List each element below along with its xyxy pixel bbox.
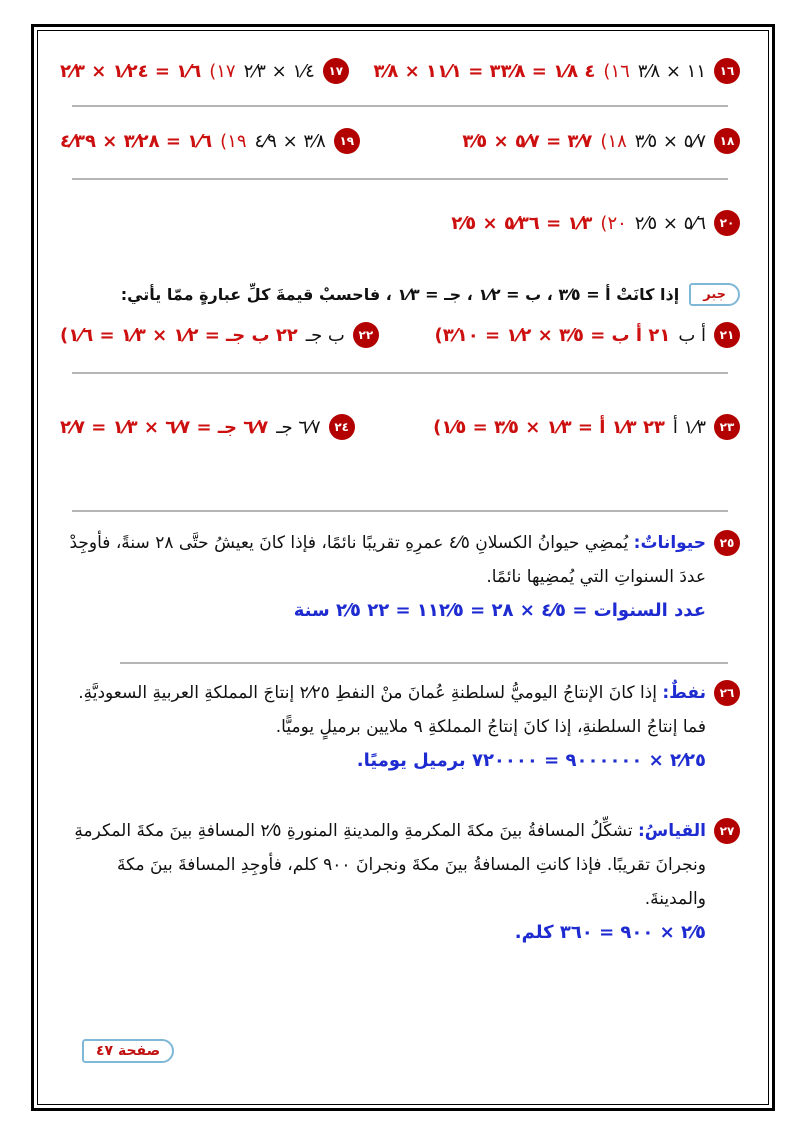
problem-body <box>60 814 706 916</box>
exercise-answer: ١⁄٦ = ١⁄٢٤ × ٢⁄٣ <box>60 60 202 82</box>
exercise-18 <box>462 128 740 154</box>
exercise-question: أ ب <box>678 324 706 346</box>
exercise-question: ٥⁄٧ × ٣⁄٥ <box>634 130 706 152</box>
word-problem-26 <box>60 676 740 778</box>
problem-answer: ٢⁄٢٥ × ٩٠٠٠٠٠٠ = ٧٢٠٠٠٠ برميل يوميًا. <box>356 750 706 771</box>
word-problem-25 <box>60 526 740 628</box>
algebra-header <box>60 283 740 306</box>
problem-keyword: حيواناتٌ: <box>633 533 706 553</box>
problem-body <box>60 676 706 744</box>
exercise-answer: ٦⁄٧ جـ = ٦⁄٧ × ١⁄٣ = ٢⁄٧ <box>60 416 269 438</box>
exercise-question: ٣⁄٨ × ٤⁄٩ <box>254 130 326 152</box>
problem-text: يُمضِي حيوانُ الكسلانِ ٤⁄٥ عمرِهِ تقريبًا نائمًا، فإذا كانَ يعيشُ حتَّى ٢٨ سنةً، فأوجِدْ عددَ السنواتِ التي يُمضِيها نائمًا. <box>69 533 706 587</box>
exercise-question: ٦⁄٧ جـ <box>276 416 321 438</box>
exercise-22 <box>60 322 379 348</box>
exercise-17 <box>60 58 349 84</box>
exercise-question: ب جـ <box>305 324 345 346</box>
exercise-label: (١٧ <box>209 60 236 82</box>
problem-keyword: نفطٌ: <box>662 683 706 703</box>
problem-body <box>60 526 706 594</box>
algebra-row-1 <box>60 322 740 348</box>
exercise-21 <box>435 322 740 348</box>
exercise-question: ١١ × ٣⁄٨ <box>637 60 706 82</box>
exercise-24 <box>60 414 355 440</box>
exercise-label: (١٩ <box>220 130 247 152</box>
exercise-answer: ٣⁄٧ = ٥⁄٧ × ٣⁄٥ <box>462 130 593 152</box>
exercise-number-badge: ١٧ <box>323 58 349 84</box>
divider <box>72 510 728 512</box>
exercise-label: (٢٠ <box>600 212 627 234</box>
exercise-answer: (٢١ أ ب = ٣⁄٥ × ١⁄٢ = ٣⁄١٠ <box>434 324 671 346</box>
algebra-instruction: إذا كانَتْ أ = ٣⁄٥ ، ب = ١⁄٢ ، جـ = ١⁄٣ ، فاحسبْ قيمةَ كلِّ عبارةٍ ممّا يأتي: <box>120 285 680 304</box>
exercise-question: ١⁄٣ أ <box>672 416 706 438</box>
exercise-number-badge: ٢٢ <box>353 322 379 348</box>
divider <box>120 662 728 664</box>
exercise-16 <box>373 58 740 84</box>
exercise-question: ١⁄٤ × ٢⁄٣ <box>243 60 315 82</box>
divider <box>72 105 728 107</box>
algebra-tag: جبر <box>689 283 740 306</box>
exercise-19 <box>60 128 360 154</box>
problem-statement <box>60 676 740 744</box>
exercise-question: ٥⁄٦ × ٢⁄٥ <box>634 212 706 234</box>
exercise-answer: ١⁄٣ = ٥⁄٣٦ × ٢⁄٥ <box>451 212 593 234</box>
exercise-row-2 <box>60 128 740 154</box>
exercise-23 <box>433 414 740 440</box>
exercise-20 <box>451 210 740 236</box>
exercise-row-1 <box>60 58 740 84</box>
exercise-number-badge: ٢٠ <box>714 210 740 236</box>
problem-statement <box>60 814 740 916</box>
divider <box>72 372 728 374</box>
algebra-row-2 <box>60 414 740 440</box>
exercise-number-badge: ١٨ <box>714 128 740 154</box>
exercise-number-badge: ١٦ <box>714 58 740 84</box>
exercise-label: (١٨ <box>600 130 627 152</box>
page-number-label: صفحة ٤٧ <box>82 1039 174 1063</box>
exercise-number-badge: ٢٦ <box>714 680 740 706</box>
exercise-answer: (٢٢ ب جـ = ١⁄٢ × ١⁄٣ = ١⁄٦ <box>60 324 298 346</box>
exercise-row-3 <box>60 210 740 236</box>
problem-text: إذا كانَ الإنتاجُ اليوميُّ لسلطنةِ عُمانَ منْ النفطِ ٢⁄٢٥ إنتاجَ المملكةِ العربيةِ السعوديَّةِ. فما إنتاجُ السلطنةِ، إذا كانَ إنتاجُ المملكةِ ٩ ملايين برميلٍ يوميًّا. <box>78 683 706 737</box>
exercise-answer: (٢٣ ١⁄٣ أ = ١⁄٣ × ٣⁄٥ = ١⁄٥ <box>433 416 665 438</box>
exercise-answer: ٤ ١⁄٨ = ٣٣⁄٨ = ١١⁄١ × ٣⁄٨ <box>373 60 596 82</box>
exercise-number-badge: ٢٥ <box>714 530 740 556</box>
problem-statement <box>60 526 740 594</box>
problem-answer: ٢⁄٥ × ٩٠٠ = ٣٦٠ كلم. <box>514 922 706 943</box>
problem-answer: عدد السنوات = ٤⁄٥ × ٢٨ = ١١٢⁄٥ = ٢٢ ٢⁄٥ سنة <box>293 600 706 621</box>
exercise-number-badge: ٢١ <box>714 322 740 348</box>
divider <box>72 178 728 180</box>
exercise-answer: ١⁄٦ = ٣⁄٢٨ × ٤⁄٣٩ <box>60 130 213 152</box>
problem-text: تشكِّلُ المسافةُ بينَ مكةَ المكرمةِ والمدينةِ المنورةِ ٢⁄٥ المسافةِ بينَ مكةَ المكرمةِ ونجرانَ تقريبًا. فإذا كانتِ المسافةُ بينَ مكةَ ونجرانَ ٩٠٠ كلم، فأوجِدِ المسافةَ بينَ مكةَ والمدينةَ. <box>74 821 706 909</box>
exercise-number-badge: ١٩ <box>334 128 360 154</box>
exercise-label: (١٦ <box>603 60 630 82</box>
problem-keyword: القياسُ: <box>637 821 706 841</box>
word-problem-27 <box>60 814 740 950</box>
exercise-number-badge: ٢٧ <box>714 818 740 844</box>
exercise-number-badge: ٢٣ <box>714 414 740 440</box>
exercise-number-badge: ٢٤ <box>329 414 355 440</box>
